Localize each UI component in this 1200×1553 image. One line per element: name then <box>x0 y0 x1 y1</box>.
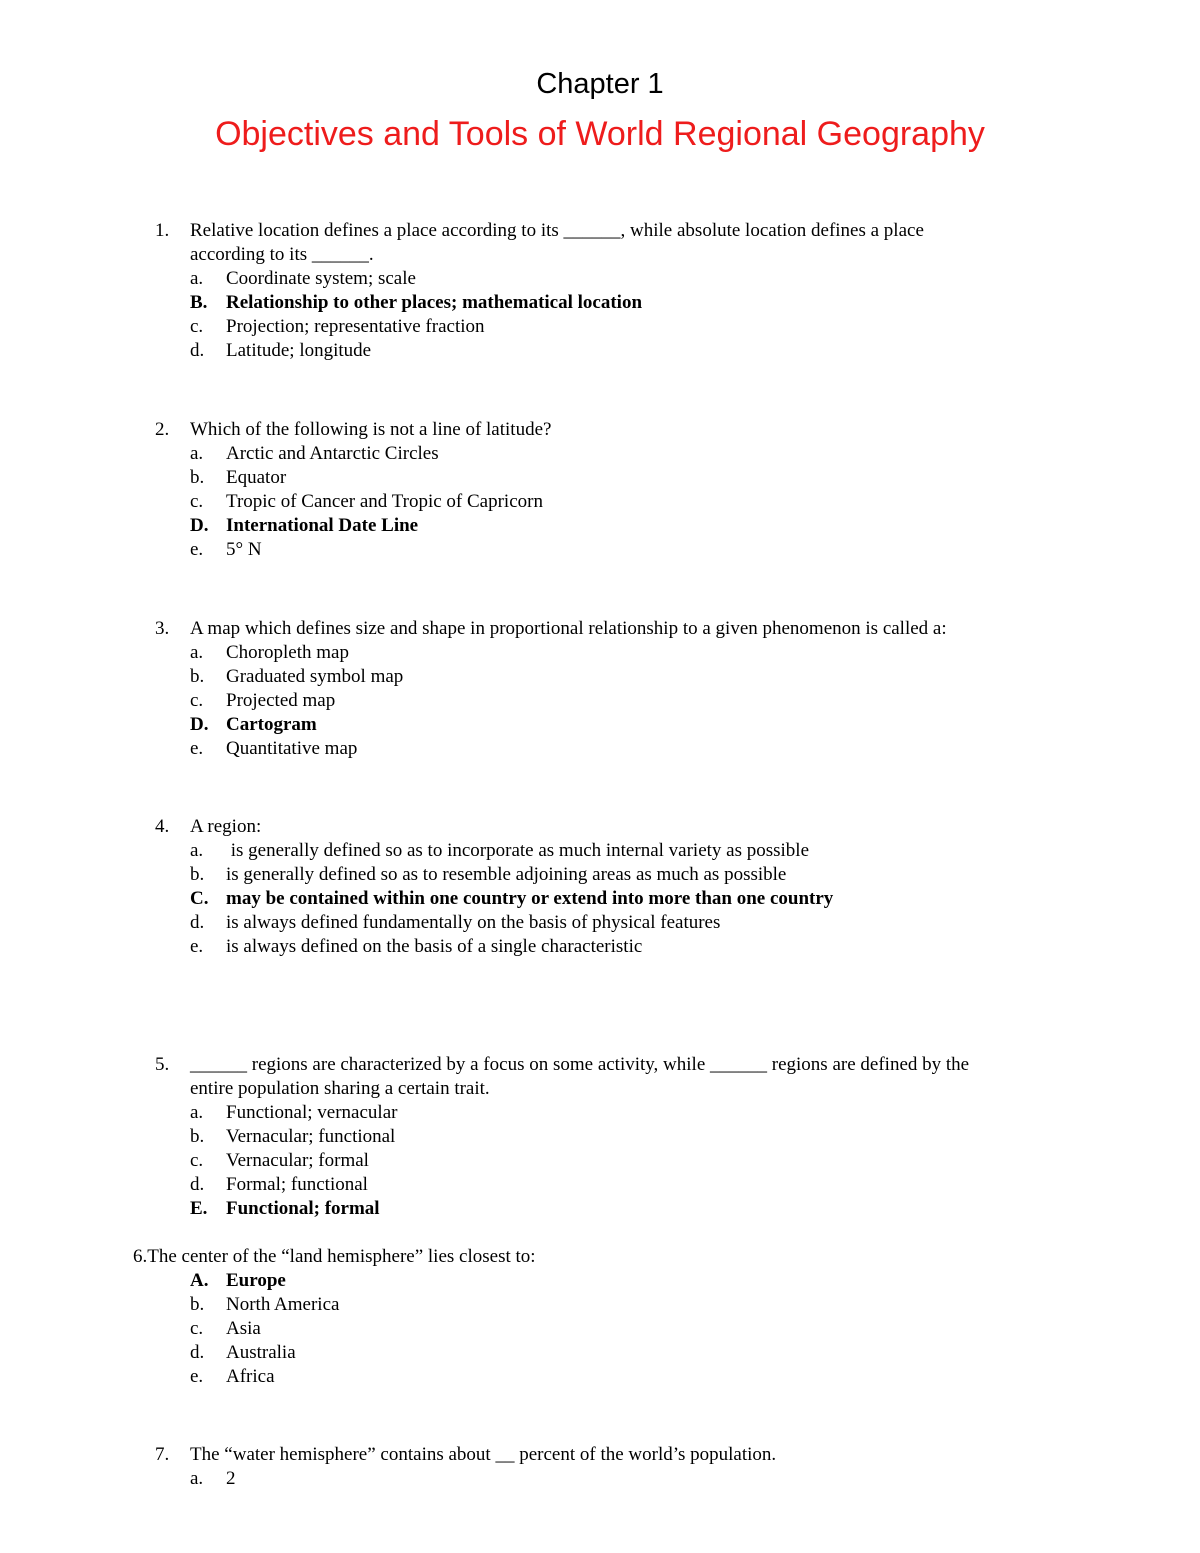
option-text: Europe <box>226 1270 286 1291</box>
question-1 <box>0 219 1200 363</box>
option-label: C. <box>190 888 209 909</box>
option-label: c. <box>190 491 204 512</box>
question-number: 4. <box>155 816 170 837</box>
option-c <box>0 689 1200 713</box>
option-label: d. <box>190 1174 205 1195</box>
option-label: b. <box>190 864 205 885</box>
option-label: c. <box>190 1318 204 1339</box>
question-4 <box>0 815 1200 959</box>
option-label: B. <box>190 292 208 313</box>
option-label: a. <box>190 1102 204 1123</box>
option-label: b. <box>190 666 205 687</box>
option-c <box>0 490 1200 514</box>
question-3 <box>0 617 1200 761</box>
question-number: 7. <box>155 1444 170 1465</box>
question-stem: The center of the “land hemisphere” lies closest to: <box>147 1246 536 1267</box>
option-label: e. <box>190 539 204 560</box>
option-label: a. <box>190 642 204 663</box>
option-text: 5° N <box>226 539 262 560</box>
option-e <box>0 935 1200 959</box>
question-7 <box>0 1443 1200 1491</box>
option-label: e. <box>190 936 204 957</box>
option-label: a. <box>190 840 204 861</box>
option-correct <box>0 713 1200 737</box>
option-a <box>0 839 1200 863</box>
option-d <box>0 339 1200 363</box>
option-text: Formal; functional <box>226 1174 368 1195</box>
option-a <box>0 267 1200 291</box>
option-text: North America <box>226 1294 340 1315</box>
option-d <box>0 1173 1200 1197</box>
option-a <box>0 1467 1200 1491</box>
question-stem: The “water hemisphere” contains about __ percent of the world’s population. <box>190 1444 777 1465</box>
option-text: Functional; vernacular <box>226 1102 398 1123</box>
option-text: is always defined on the basis of a single characteristic <box>226 936 643 957</box>
option-label: a. <box>190 443 204 464</box>
option-text: Africa <box>226 1366 275 1387</box>
option-correct <box>0 291 1200 315</box>
question-stem: Which of the following is not a line of latitude? <box>190 419 552 440</box>
option-text: Choropleth map <box>226 642 349 663</box>
option-text: Projection; representative fraction <box>226 316 485 337</box>
option-label: b. <box>190 467 205 488</box>
question-stem: ______ regions are characterized by a focus on some activity, while ______ regions are defined by the <box>190 1054 970 1075</box>
question-number: 6. <box>133 1246 148 1267</box>
option-text: Australia <box>226 1342 296 1363</box>
option-text: Graduated symbol map <box>226 666 404 687</box>
option-text: Tropic of Cancer and Tropic of Capricorn <box>226 491 543 512</box>
option-text: Arctic and Antarctic Circles <box>226 443 439 464</box>
option-text: 2 <box>226 1468 236 1489</box>
option-label: A. <box>190 1270 209 1291</box>
option-correct <box>0 1197 1200 1221</box>
question-stem: A map which defines size and shape in proportional relationship to a given phenomenon is called a: <box>190 618 947 639</box>
option-e <box>0 538 1200 562</box>
option-label: D. <box>190 515 209 536</box>
option-label: c. <box>190 316 204 337</box>
option-label: E. <box>190 1198 208 1219</box>
option-b <box>0 863 1200 887</box>
option-text: International Date Line <box>226 515 419 536</box>
option-text: Asia <box>226 1318 261 1339</box>
option-label: D. <box>190 714 209 735</box>
option-text: is generally defined so as to incorporate as much internal variety as possible <box>226 840 810 861</box>
option-e <box>0 737 1200 761</box>
question-number: 1. <box>155 220 170 241</box>
question-6 <box>0 1245 1200 1389</box>
option-text: Equator <box>226 467 287 488</box>
question-number: 5. <box>155 1054 170 1075</box>
chapter-title: Objectives and Tools of World Regional Geography <box>215 115 985 153</box>
option-label: c. <box>190 690 204 711</box>
option-label: d. <box>190 912 205 933</box>
option-a <box>0 442 1200 466</box>
question-stem: A region: <box>190 816 262 837</box>
option-text: Relationship to other places; mathematical location <box>226 292 643 313</box>
option-text: Coordinate system; scale <box>226 268 416 289</box>
option-text: Vernacular; functional <box>226 1126 396 1147</box>
option-text: is generally defined so as to resemble adjoining areas as much as possible <box>226 864 787 885</box>
option-label: c. <box>190 1150 204 1171</box>
question-stem: according to its ______. <box>190 244 374 265</box>
option-label: b. <box>190 1126 205 1147</box>
question-stem: entire population sharing a certain trait. <box>190 1078 490 1099</box>
option-b <box>0 1125 1200 1149</box>
option-c <box>0 1317 1200 1341</box>
option-text: Functional; formal <box>226 1198 380 1219</box>
option-b <box>0 466 1200 490</box>
option-a <box>0 1101 1200 1125</box>
option-text: may be contained within one country or extend into more than one country <box>226 888 834 909</box>
option-correct <box>0 887 1200 911</box>
option-text: is always defined fundamentally on the basis of physical features <box>226 912 721 933</box>
option-text: Latitude; longitude <box>226 340 372 361</box>
option-text: Quantitative map <box>226 738 358 759</box>
question-number: 2. <box>155 419 170 440</box>
option-b <box>0 665 1200 689</box>
option-text: Projected map <box>226 690 336 711</box>
question-number: 3. <box>155 618 170 639</box>
option-text: Cartogram <box>226 714 317 735</box>
chapter-heading: Chapter 1 <box>536 68 664 100</box>
option-text: Vernacular; formal <box>226 1150 369 1171</box>
option-label: a. <box>190 268 204 289</box>
option-correct <box>0 514 1200 538</box>
question-5 <box>0 1053 1200 1221</box>
question-stem: Relative location defines a place according to its ______, while absolute location defines a place <box>190 220 924 241</box>
option-label: b. <box>190 1294 205 1315</box>
option-e <box>0 1365 1200 1389</box>
option-a <box>0 641 1200 665</box>
option-d <box>0 1341 1200 1365</box>
option-d <box>0 911 1200 935</box>
option-label: a. <box>190 1468 204 1489</box>
option-label: e. <box>190 1366 204 1387</box>
option-label: e. <box>190 738 204 759</box>
question-2 <box>0 418 1200 562</box>
option-c <box>0 1149 1200 1173</box>
option-c <box>0 315 1200 339</box>
option-b <box>0 1293 1200 1317</box>
option-label: d. <box>190 1342 205 1363</box>
option-label: d. <box>190 340 205 361</box>
option-correct <box>0 1269 1200 1293</box>
